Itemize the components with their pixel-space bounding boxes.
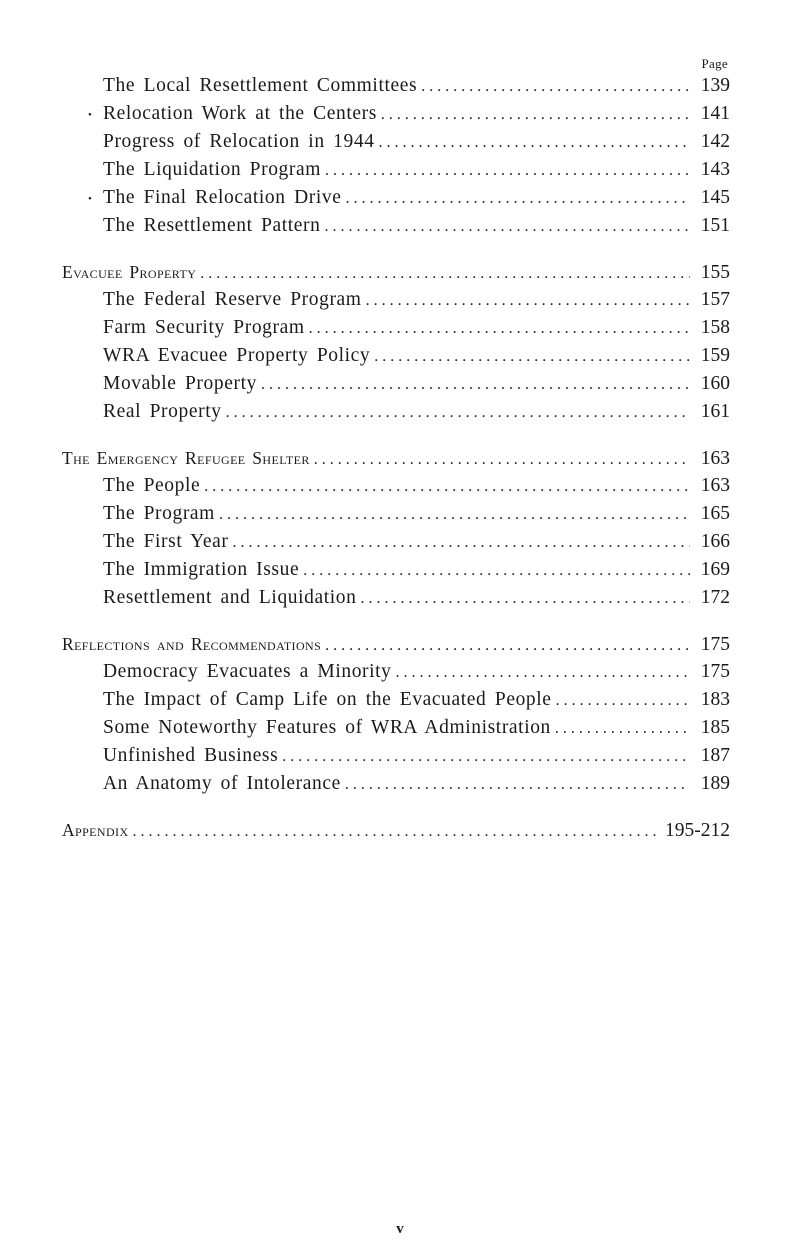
bullet-icon: •	[88, 193, 92, 205]
dot-leader	[133, 818, 659, 846]
toc-entry[interactable]	[62, 714, 730, 742]
entry-page: 160	[700, 373, 730, 394]
entry-title: Farm Security Program	[103, 317, 305, 338]
toc-entry[interactable]	[62, 398, 730, 426]
dot-leader	[232, 529, 690, 557]
toc-heading[interactable]	[62, 816, 730, 844]
toc-entry[interactable]	[62, 686, 730, 714]
toc-heading[interactable]	[62, 258, 730, 286]
entry-page: 161	[700, 401, 730, 422]
entry-page: 145	[700, 187, 730, 208]
toc-section-reflections	[62, 630, 730, 798]
toc-entry[interactable]	[62, 658, 730, 686]
dot-leader	[219, 501, 690, 529]
dot-leader	[226, 399, 690, 427]
dot-leader	[556, 687, 690, 715]
toc-section-continued	[62, 72, 730, 240]
dot-leader	[303, 557, 690, 585]
entry-title: An Anatomy of Intolerance	[103, 773, 341, 794]
toc-entry[interactable]	[62, 286, 730, 314]
toc-heading[interactable]	[62, 630, 730, 658]
entry-page: 189	[700, 773, 730, 794]
dot-leader	[325, 632, 690, 660]
entry-title: The First Year	[103, 531, 229, 552]
entry-title: The People	[103, 475, 201, 496]
toc-entry[interactable]	[62, 472, 730, 500]
dot-leader	[366, 287, 690, 315]
toc-entry[interactable]	[62, 156, 730, 184]
toc-section-appendix	[62, 816, 730, 844]
toc-entry[interactable]	[62, 742, 730, 770]
dot-leader	[325, 213, 690, 241]
entry-page: 139	[700, 75, 730, 96]
entry-title: WRA Evacuee Property Policy	[103, 345, 371, 366]
page-column-label: Page	[701, 56, 728, 71]
toc-section-evacuee-property	[62, 258, 730, 426]
dot-leader	[314, 446, 690, 474]
toc-entry[interactable]	[62, 500, 730, 528]
dot-leader	[204, 473, 690, 501]
entry-page: 185	[700, 717, 730, 738]
dot-leader	[421, 73, 690, 101]
entry-page: 143	[700, 159, 730, 180]
dot-leader	[261, 371, 690, 399]
heading-title: The Emergency Refugee Shelter	[62, 448, 310, 468]
heading-page: 155	[700, 262, 730, 283]
dot-leader	[309, 315, 690, 343]
entry-page: 163	[700, 475, 730, 496]
toc-entry[interactable]	[62, 528, 730, 556]
toc-entry[interactable]	[62, 212, 730, 240]
heading-title: Evacuee Property	[62, 262, 197, 282]
entry-title: Some Noteworthy Features of WRA Administration	[103, 717, 551, 738]
heading-title: Reflections and Recommendations	[62, 634, 322, 654]
dot-leader	[282, 743, 690, 771]
entry-title: The Immigration Issue	[103, 559, 300, 580]
entry-page: 157	[700, 289, 730, 310]
page-folio: v	[396, 1221, 404, 1237]
toc-entry[interactable]	[62, 370, 730, 398]
entry-page: 166	[700, 531, 730, 552]
entry-title: The Local Resettlement Committees	[103, 75, 418, 96]
entry-title: Movable Property	[103, 373, 257, 394]
entry-title: Real Property	[103, 401, 222, 422]
dot-leader	[374, 343, 690, 371]
heading-page: 175	[700, 634, 730, 655]
dot-leader	[555, 715, 690, 743]
toc-entry[interactable]	[62, 184, 730, 212]
entry-title: The Program	[103, 503, 215, 524]
entry-page: 183	[700, 689, 730, 710]
entry-page: 187	[700, 745, 730, 766]
dot-leader	[346, 185, 691, 213]
entry-page: 142	[700, 131, 730, 152]
entry-page: 165	[700, 503, 730, 524]
entry-title: Resettlement and Liquidation	[103, 587, 357, 608]
entry-page: 158	[700, 317, 730, 338]
entry-title: The Final Relocation Drive	[103, 187, 342, 208]
dot-leader	[396, 659, 690, 687]
entry-page: 169	[700, 559, 730, 580]
entry-title: Unfinished Business	[103, 745, 279, 766]
toc-entry[interactable]	[62, 128, 730, 156]
toc-entry[interactable]	[62, 556, 730, 584]
entry-page: 159	[700, 345, 730, 366]
entry-title: Progress of Relocation in 1944	[103, 131, 375, 152]
dot-leader	[361, 585, 691, 613]
heading-page: 195-212	[665, 820, 730, 841]
entry-title: The Liquidation Program	[103, 159, 322, 180]
toc-heading[interactable]	[62, 444, 730, 472]
dot-leader	[345, 771, 690, 799]
entry-title: The Impact of Camp Life on the Evacuated People	[103, 689, 552, 710]
bullet-icon: •	[88, 109, 92, 121]
entry-title: Relocation Work at the Centers	[103, 103, 377, 124]
dot-leader	[325, 157, 690, 185]
dot-leader	[200, 260, 690, 288]
table-of-contents	[62, 72, 730, 862]
entry-page: 172	[700, 587, 730, 608]
entry-title: The Resettlement Pattern	[103, 215, 321, 236]
dot-leader	[381, 101, 690, 129]
dot-leader	[379, 129, 690, 157]
entry-page: 175	[700, 661, 730, 682]
toc-entry[interactable]	[62, 100, 730, 128]
entry-page: 141	[700, 103, 730, 124]
heading-title: Appendix	[62, 820, 129, 840]
entry-title: Democracy Evacuates a Minority	[103, 661, 392, 682]
heading-page: 163	[700, 448, 730, 469]
toc-entry[interactable]	[62, 314, 730, 342]
toc-entry[interactable]	[62, 584, 730, 612]
entry-page: 151	[700, 215, 730, 236]
toc-entry[interactable]	[62, 770, 730, 798]
toc-entry[interactable]	[62, 342, 730, 370]
toc-section-refugee-shelter	[62, 444, 730, 612]
toc-entry[interactable]	[62, 72, 730, 100]
entry-title: The Federal Reserve Program	[103, 289, 362, 310]
